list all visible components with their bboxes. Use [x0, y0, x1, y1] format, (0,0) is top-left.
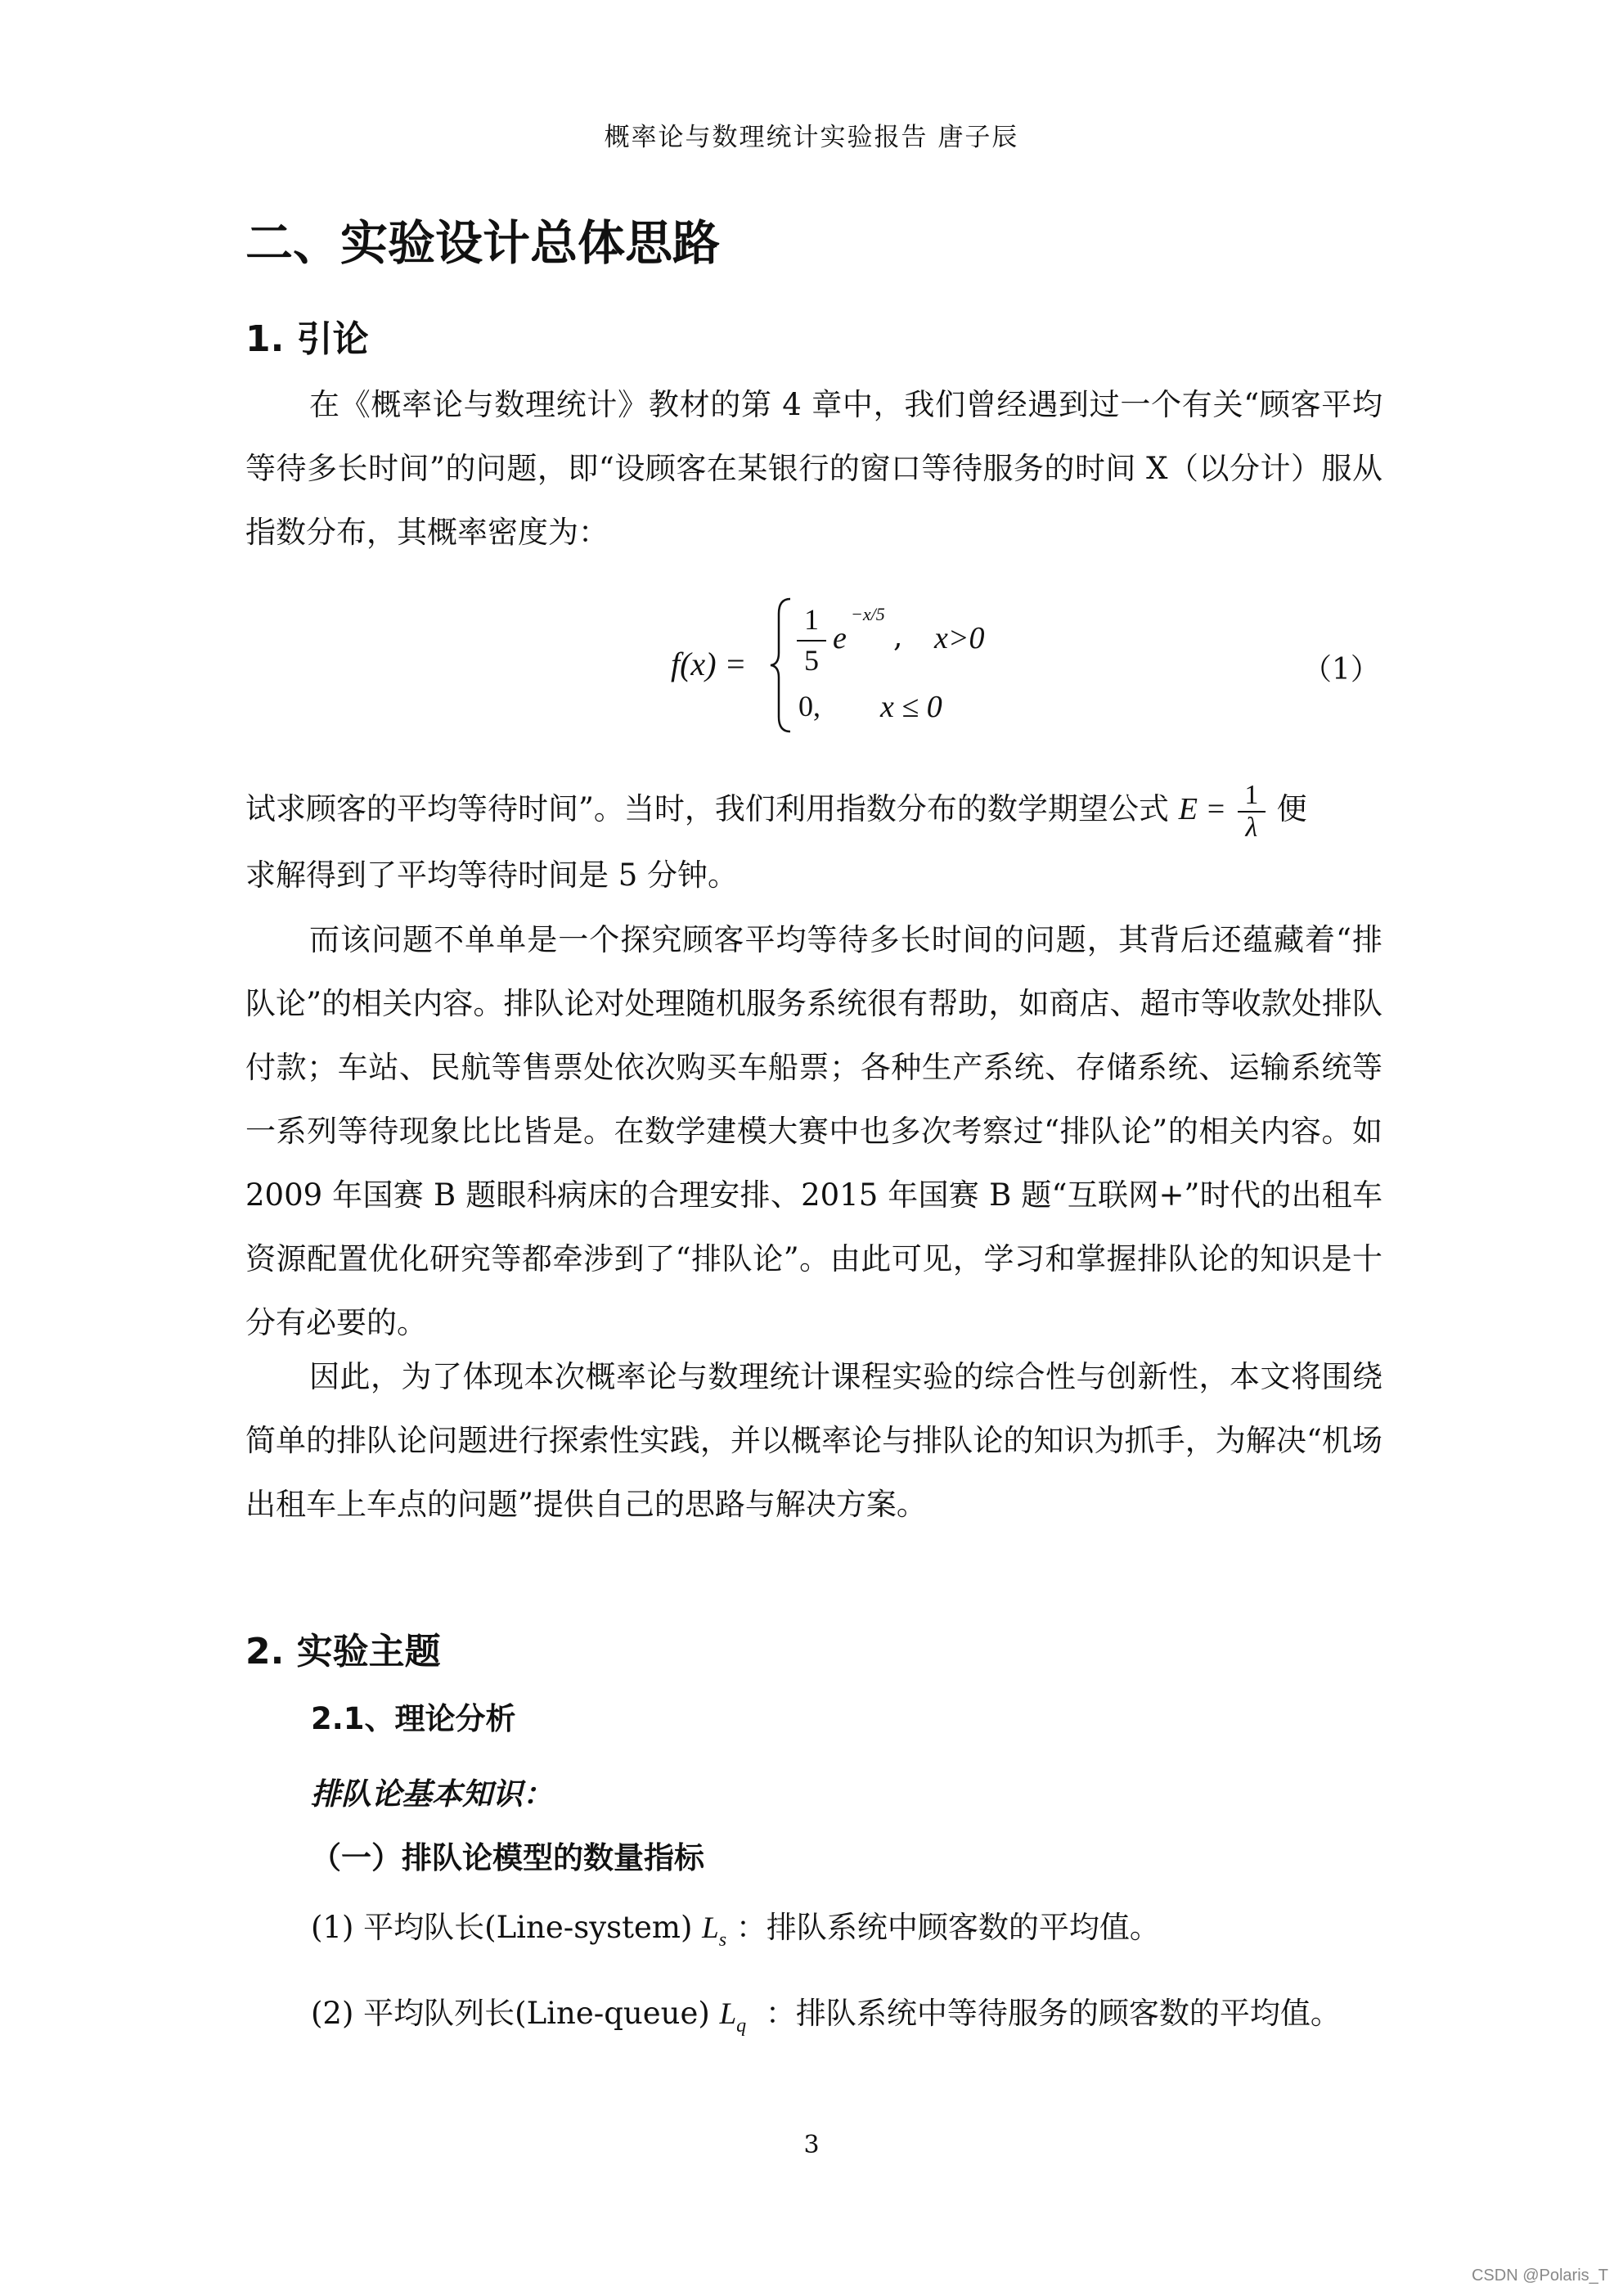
item-subscript: s [718, 1929, 727, 1951]
case1-condition: x>0 [934, 621, 985, 655]
item-symbol: L [702, 1911, 719, 1945]
case2-value: 0, [798, 690, 820, 723]
para2-frac-den: λ [1245, 812, 1258, 843]
paragraph-queueing: 而该问题不单单是一个探究顾客平均等待多长时间的问题，其背后还蕴藏着“排队论”的相关内容。排队论对处理随机服务系统很有帮助，如商店、超市等收款处排队付款；车站、民航等售票处依次购买车船票；各种生产系统、存储系统、运输系统等一系列等待现象比比皆是。在数学建模大赛中也多次考察过“排队论”的相关内容。如 2009 年国赛 B 题眼科病床的合理安排、2015 年国赛 B 题“互联网+”时代的出租车资源配置优化研究等都牵涉到了“排队论”。由此可见，学习和掌握排队论的知识是十分有必要的。 [245, 922, 1382, 1340]
brace-icon [769, 596, 794, 735]
italic-heading: 排队论基本知识： [311, 1776, 553, 1812]
item-subscript: q [736, 2015, 747, 2037]
paragraph-purpose: 因此，为了体现本次概率论与数理统计课程实验的综合性与创新性，本文将围绕简单的排队论问题进行探索性实践，并以概率论与排队论的知识为抓手，为解决“机场出租车上车点的问题”提供自己的思路与解决方案。 [245, 1359, 1382, 1522]
exp-power: −x/5 [851, 604, 885, 624]
formula-density [671, 596, 1014, 735]
list-item [311, 1902, 1160, 1952]
case1-sep: , [893, 620, 903, 654]
exp-base: e [833, 621, 847, 655]
heading-indicators: （一）排队论模型的数量指标 [311, 1840, 704, 1875]
item-prefix: (1) 平均队长(Line-system) [311, 1910, 693, 1945]
page-header: 概率论与数理统计实验报告 唐子辰 [604, 123, 1019, 152]
item-prefix: (2) 平均队列长(Line-queue) [311, 1996, 710, 2031]
item-symbol: L [719, 1997, 737, 2031]
watermark: CSDN @Polaris_T [1471, 2267, 1608, 2285]
case2-condition: x ≤ 0 [880, 690, 942, 724]
paragraph-intro: 在《概率论与数理统计》教材的第 4 章中，我们曾经遇到过一个有关“顾客平均等待多长时间”的问题，即“设顾客在某银行的窗口等待服务的时间 X（以分计）服从指数分布，其概率密度为： [245, 387, 1382, 550]
frac-denominator: 5 [804, 644, 819, 677]
para2-fraction [1238, 780, 1266, 844]
para2-tail: 便 [1276, 791, 1307, 826]
item-desc: ：排队系统中等待服务的顾客数的平均值。 [765, 1996, 1341, 2031]
para2-frac-num: 1 [1238, 780, 1266, 813]
page-number: 3 [803, 2131, 820, 2159]
para2-formula-lhs: E = [1178, 792, 1227, 826]
paragraph-expectation-line2: 求解得到了平均等待时间是 5 分钟。 [245, 858, 739, 893]
frac-numerator: 1 [804, 603, 819, 636]
section-title: 二、实验设计总体思路 [245, 215, 721, 271]
subsubsection-title: 2.1、理论分析 [311, 1701, 516, 1736]
list-item [311, 1988, 1341, 2037]
formula-lhs: f(x) = [671, 646, 747, 682]
paragraph-expectation-line1 [245, 777, 1382, 844]
para2-text: 试求顾客的平均等待时间”。当时，我们利用指数分布的数学期望公式 [245, 791, 1169, 826]
subsection-title-topic: 2. 实验主题 [245, 1631, 441, 1672]
subsection-title-intro: 1. 引论 [245, 318, 369, 360]
frac-bar [797, 640, 826, 642]
formula-number: （1） [1302, 653, 1380, 687]
item-desc: ：排队系统中顾客数的平均值。 [735, 1910, 1160, 1945]
